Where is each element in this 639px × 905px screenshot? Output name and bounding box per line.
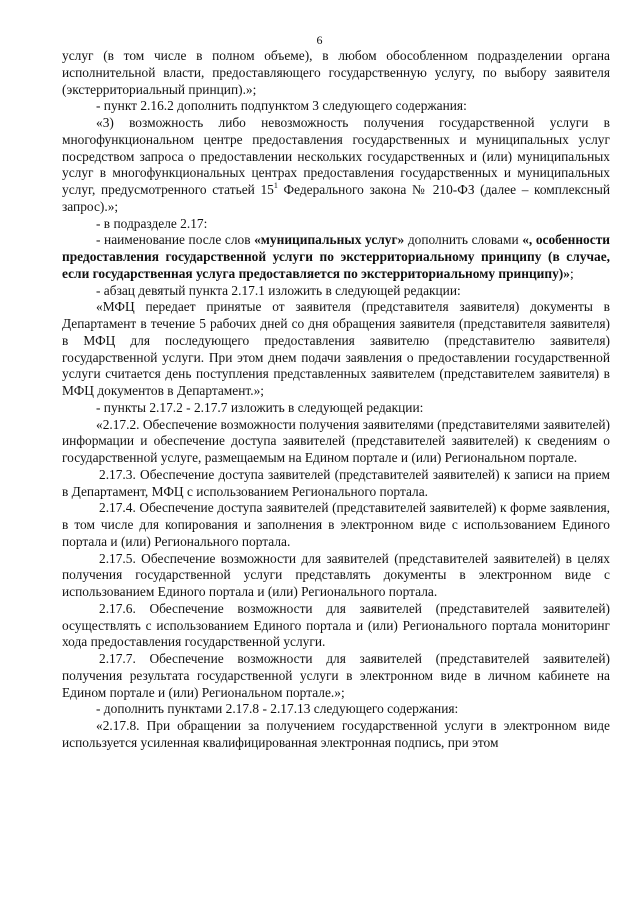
paragraph-8: - пункты 2.17.2 - 2.17.7 изложить в следующей редакции:	[96, 399, 424, 415]
paragraph-2: - пункт 2.16.2 дополнить подпунктом 3 следующего содержания:	[96, 98, 467, 114]
paragraph-6: - абзац девятый пункта 2.17.1 изложить в следующей редакции:	[96, 282, 461, 298]
paragraph-11: 2.17.4. Обеспечение доступа заявителей (представителей заявителей) к форме заявления, в том числе для копирования и заполнения в электронном виде с использованием Единого портала и (или) Регионального портала.	[62, 500, 610, 549]
paragraph-14: 2.17.7. Обеспечение возможности для заявителей (представителей заявителей) получения результата государственной услуги в электронном виде в личном кабинете на Едином портале и (или) Региональном портале.»;	[62, 651, 610, 700]
paragraph-5-c: дополнить словами	[404, 232, 523, 248]
paragraph-13: 2.17.6. Обеспечение возможности для заявителей (представителей заявителей) осуществлять с использованием Единого портала и (или) Регионального портала мониторинг хода предоставления государственной услуги.	[62, 600, 610, 650]
paragraph-15: - дополнить пунктами 2.17.8 - 2.17.13 следующего содержания:	[96, 701, 459, 717]
document-body	[62, 48, 610, 752]
paragraph-16: «2.17.8. При обращении за получением государственной услуги в электронном виде используется усиленная квалифицированная электронная подпись, при этом	[62, 718, 610, 750]
paragraph-1: услуг (в том числе в полном объеме), в любом обособленном подразделении органа исполнительной власти, предоставляющего государственную услугу, по выбору заявителя (экстерриториальный принцип).»;	[62, 48, 610, 97]
paragraph-5-bold-quote: «муниципальных услуг»	[254, 232, 405, 248]
paragraph-5-e: ;	[569, 265, 574, 281]
page-number: 6	[316, 33, 323, 47]
paragraph-3-end: Федерального закона № 210-ФЗ (далее – комплексный запрос).»;	[62, 182, 611, 214]
paragraph-12: 2.17.5. Обеспечение возможности для заявителей (представителей заявителей) в целях получения государственной услуги представлять документы в электронном виде с использованием Единого портала и (или) Регионального портала.	[62, 550, 610, 599]
paragraph-3-text: «3) возможность либо невозможность получения государственной услуги в многофункциональном центре предоставления государственных и муниципальных услуг посредством запроса о предоставлении нескольких государственных и (или) муниципальных услуг в многофункциональных центрах предоставления государственных и муниципальных услуг, предусмотренного статьей 15	[62, 115, 610, 197]
paragraph-7: «МФЦ передает принятые от заявителя (представителя заявителя) документы в Департамент в течение 5 рабочих дней со дня обращения заявителя (представителя заявителя) в МФЦ для последующего предоставления заявителю (представителю заявителя) государственной услуги. При этом днем подачи заявления о предоставлении государственной услуги считается день поступления представленных заявителем (представителем заявителя) в МФЦ документов в Департамент.»;	[62, 299, 610, 398]
paragraph-5-a: - наименование после слов	[96, 232, 255, 248]
paragraph-10: 2.17.3. Обеспечение доступа заявителей (представителей заявителей) к записи на прием в Департамент, МФЦ с использованием Регионального портала.	[62, 466, 610, 499]
paragraph-3	[62, 115, 610, 216]
superscript-1: 1	[273, 181, 278, 190]
paragraph-5-bold-insert: «, особенности предоставления государственной услуги по экстерриториальному принципу (в случае, если государственная услуга предоставляется по экстерриториальному принципу)»	[62, 232, 610, 281]
paragraph-4: - в подразделе 2.17:	[96, 215, 208, 231]
paragraph-9: «2.17.2. Обеспечение возможности получения заявителями (представителями заявителей) информации и обеспечение доступа заявителей (представителей заявителей) к сведениям о государственной услуге, размещаемым на Едином портале и (или) Региональном портале.	[62, 416, 611, 465]
paragraph-5	[62, 232, 610, 282]
